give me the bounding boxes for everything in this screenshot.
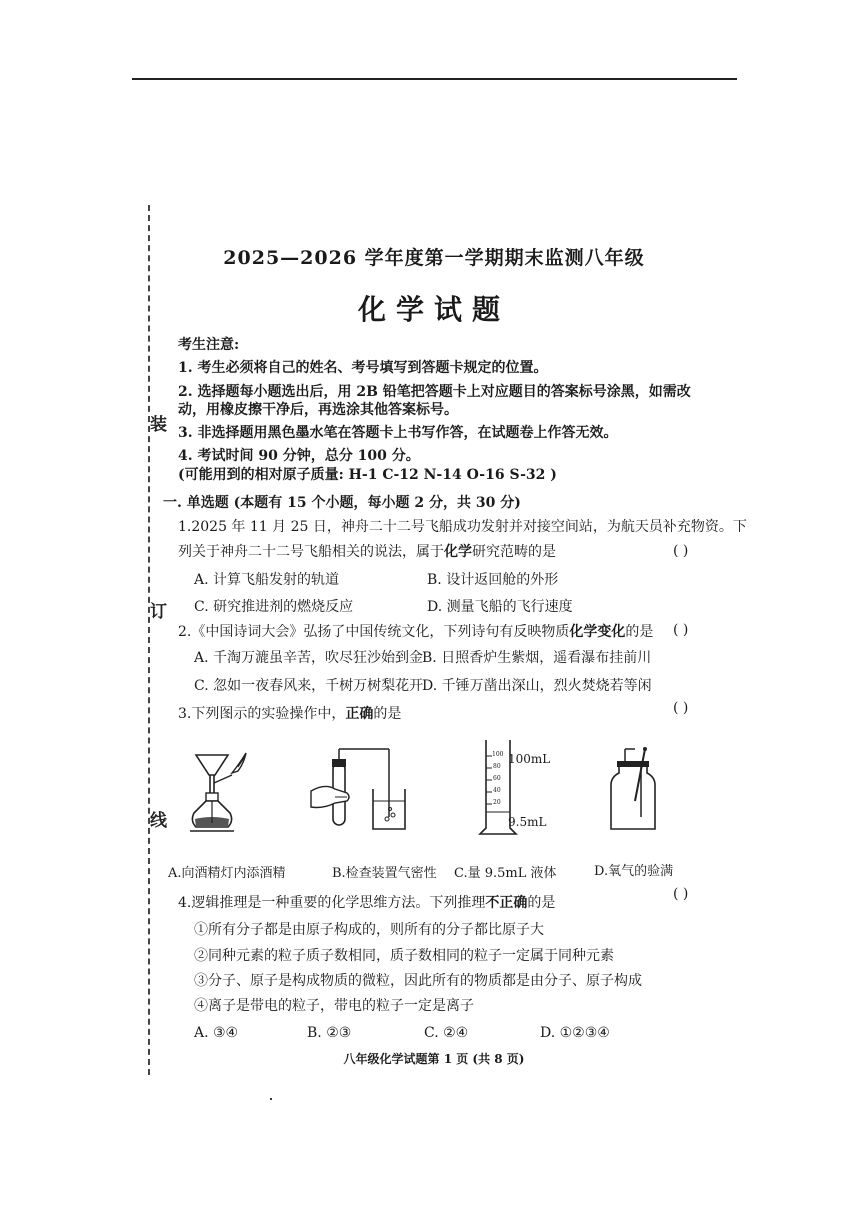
q3-stem: 3.下列图示的实验操作中，正确的是	[178, 706, 402, 722]
notice-item-1: 1. 考生必须将自己的姓名、考号填写到答题卡规定的位置。	[178, 360, 548, 376]
q4-option-b: B. ②③	[307, 1025, 352, 1041]
q3-caption-c: C.量 9.5mL 液体	[454, 866, 557, 881]
q1-option-a: A. 计算飞船发射的轨道	[194, 572, 340, 588]
subject-title: 化学试题	[357, 293, 510, 326]
q1-answer-paren: ( )	[673, 543, 689, 559]
q4-statement-4: ④离子是带电的粒子，带电的粒子一定是离子	[194, 998, 474, 1014]
binding-dashed-line	[148, 205, 150, 1075]
q4-statement-1: ①所有分子都是由原子构成的，则所有的分子都比原子大	[194, 922, 544, 938]
binding-char-xian: 线	[150, 811, 167, 831]
atomic-mass-note: (可能用到的相对原子质量: H-1 C-12 N-14 O-16 S-32 )	[178, 467, 557, 483]
figure-c-graduated-cylinder	[478, 738, 568, 843]
cylinder-bottom-label: 9.5mL	[508, 815, 547, 829]
top-rule	[132, 78, 737, 80]
binding-char-zhuang: 装	[150, 415, 167, 435]
q1-option-b: B. 设计返回舱的外形	[427, 572, 559, 588]
q2-option-b: B. 日照香炉生紫烟，遥看瀑布挂前川	[422, 650, 652, 666]
q4-option-a: A. ③④	[194, 1025, 239, 1041]
tick-label: 40	[493, 787, 501, 794]
figure-b-airtightness-check	[305, 745, 415, 840]
q2-answer-paren: ( )	[673, 622, 689, 638]
q2-option-d: D. 千锤万凿出深山，烈火焚烧若等闲	[422, 678, 652, 694]
q4-statement-3: ③分子、原子是构成物质的微粒，因此所有的物质都是由分子、原子构成	[194, 973, 642, 989]
notice-item-3: 3. 非选择题用黑色墨水笔在答题卡上书写作答，在试题卷上作答无效。	[178, 425, 618, 441]
q1-stem-line1: 1.2025 年 11 月 25 日，神舟二十二号飞船成功发射并对接空间站，为航天员补充物资。下	[178, 519, 747, 535]
section-title: 一. 单选题 (本题有 15 个小题，每小题 2 分，共 30 分)	[163, 495, 521, 511]
q2-option-a: A. 千淘万漉虽辛苦，吹尽狂沙始到金	[194, 650, 424, 666]
notice-item-2-cont: 动，用橡皮擦干净后，再选涂其他答案标号。	[178, 402, 458, 418]
figure-d-oxygen-test	[605, 745, 665, 840]
notice-item-2: 2. 选择题每小题选出后，用 2B 铅笔把答题卡上对应题目的答案标号涂黑，如需改	[178, 384, 691, 400]
q4-statement-2: ②同种元素的粒子质子数相同，质子数相同的粒子一定属于同种元素	[194, 948, 614, 964]
q1-stem-line2: 列关于神舟二十二号飞船相关的说法，属于化学研究范畴的是	[178, 544, 556, 560]
notice-item-4: 4. 考试时间 90 分钟，总分 100 分。	[178, 448, 420, 464]
notice-heading: 考生注意:	[178, 337, 240, 353]
q1-option-d: D. 测量飞船的飞行速度	[427, 599, 573, 615]
q4-answer-paren: ( )	[673, 886, 689, 902]
tick-label: 20	[493, 799, 501, 806]
q3-caption-b: B.检查装置气密性	[332, 866, 437, 881]
cylinder-top-label: 100mL	[508, 752, 551, 766]
tick-label: 100	[492, 751, 504, 758]
binding-char-ding: 订	[150, 602, 167, 622]
q2-option-c: C. 忽如一夜春风来，千树万树梨花开	[194, 678, 424, 694]
q3-caption-d: D.氧气的验满	[594, 864, 674, 879]
q4-option-c: C. ②④	[424, 1025, 469, 1041]
figure-a-alcohol-lamp	[182, 745, 262, 840]
exam-title: 2025—2026 学年度第一学期期末监测八年级	[223, 247, 645, 269]
tick-label: 60	[493, 775, 501, 782]
scan-dot	[270, 1098, 272, 1100]
q3-answer-paren: ( )	[673, 700, 689, 716]
page-footer: 八年级化学试题第 1 页 (共 8 页)	[343, 1052, 525, 1066]
q4-option-d: D. ①②③④	[540, 1025, 610, 1041]
tick-label: 80	[493, 763, 501, 770]
q4-stem: 4.逻辑推理是一种重要的化学思维方法。下列推理不正确的是	[178, 895, 556, 911]
q2-stem: 2.《中国诗词大会》弘扬了中国传统文化，下列诗句有反映物质化学变化的是	[178, 624, 654, 640]
q1-option-c: C. 研究推进剂的燃烧反应	[194, 599, 354, 615]
q3-caption-a: A.向酒精灯内添酒精	[168, 866, 286, 881]
